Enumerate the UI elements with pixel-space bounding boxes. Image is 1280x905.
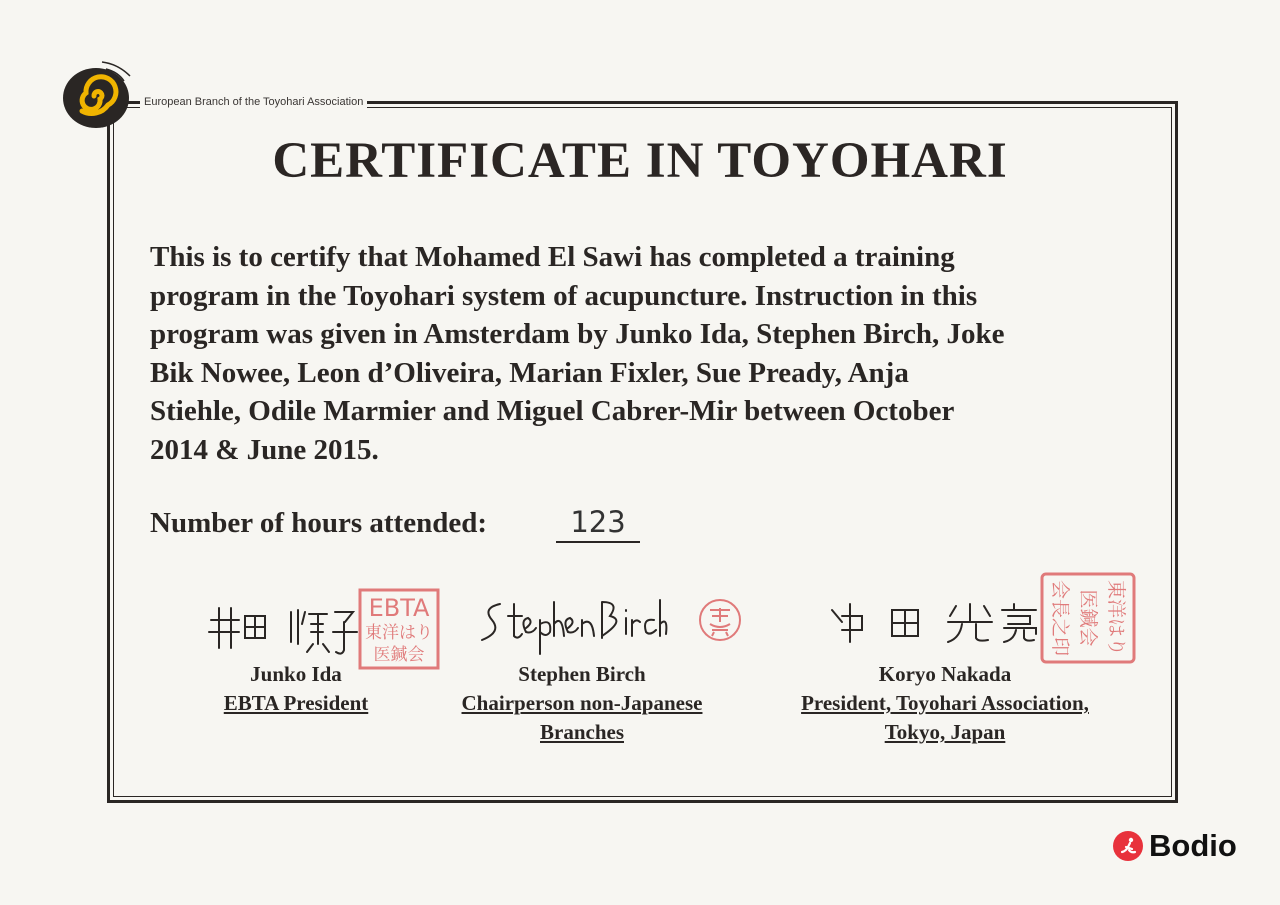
signatory-name: Stephen Birch: [518, 662, 646, 686]
body-line: program was given in Amsterdam by Junko Ida, Stephen Birch, Joke: [150, 318, 1005, 350]
toyohari-spiral-logo-icon: [62, 60, 138, 130]
body-line: Bik Nowee, Leon d’Oliveira, Marian Fixler, Sue Pready, Anja: [150, 356, 909, 389]
body-line: Stiehle, Odile Marmier and Miguel Cabrer-Mir between October: [150, 395, 955, 427]
stephen-birch-signature: [478, 594, 668, 658]
signatory-role: President, Toyohari Association,: [801, 691, 1089, 715]
svg-text:医鍼会: 医鍼会: [1077, 589, 1099, 647]
signatory-stephen-birch: [432, 660, 732, 747]
association-name: European Branch of the Toyohari Association: [140, 96, 367, 108]
body-line: 2014 & June 2015.: [150, 433, 379, 466]
hours-value: 123: [556, 505, 640, 543]
bodio-watermark: [1113, 828, 1237, 864]
bodio-brand-name: Bodio: [1149, 828, 1237, 863]
koryo-nakada-signature: [826, 596, 1046, 646]
junko-ida-signature: [205, 598, 365, 658]
hours-label: Number of hours attended:: [150, 507, 487, 539]
svg-text:会長之印: 会長之印: [1049, 579, 1071, 657]
svg-text:東洋はり: 東洋はり: [365, 623, 433, 643]
signatory-name: Junko Ida: [250, 662, 342, 686]
svg-text:医鍼会: 医鍼会: [373, 645, 425, 665]
signatory-junko-ida: [196, 660, 396, 718]
certificate-body: [150, 238, 1150, 469]
signatory-role: EBTA President: [223, 691, 369, 715]
svg-text:EBTA: EBTA: [368, 594, 430, 622]
certificate-title: CERTIFICATE IN TOYOHARI: [272, 133, 1008, 189]
toyohari-association-seal: [1040, 572, 1136, 664]
signatory-role: Tokyo, Japan: [884, 720, 1006, 744]
signatory-name: Koryo Nakada: [878, 662, 1012, 686]
signatory-koryo-nakada: [770, 660, 1120, 747]
signatory-role: Branches: [540, 720, 624, 744]
svg-text:東洋はり: 東洋はり: [1105, 579, 1127, 657]
ebta-seal: [358, 588, 440, 670]
body-line: program in the Toyohari system of acupuncture. Instruction in this: [150, 279, 978, 312]
body-line: This is to certify that Mohamed El Sawi has completed a training: [150, 241, 955, 273]
bodio-logo-icon: [1113, 831, 1143, 861]
stephen-birch-seal-icon: [698, 598, 742, 642]
signatory-role: Chairperson non-Japanese: [461, 691, 703, 715]
